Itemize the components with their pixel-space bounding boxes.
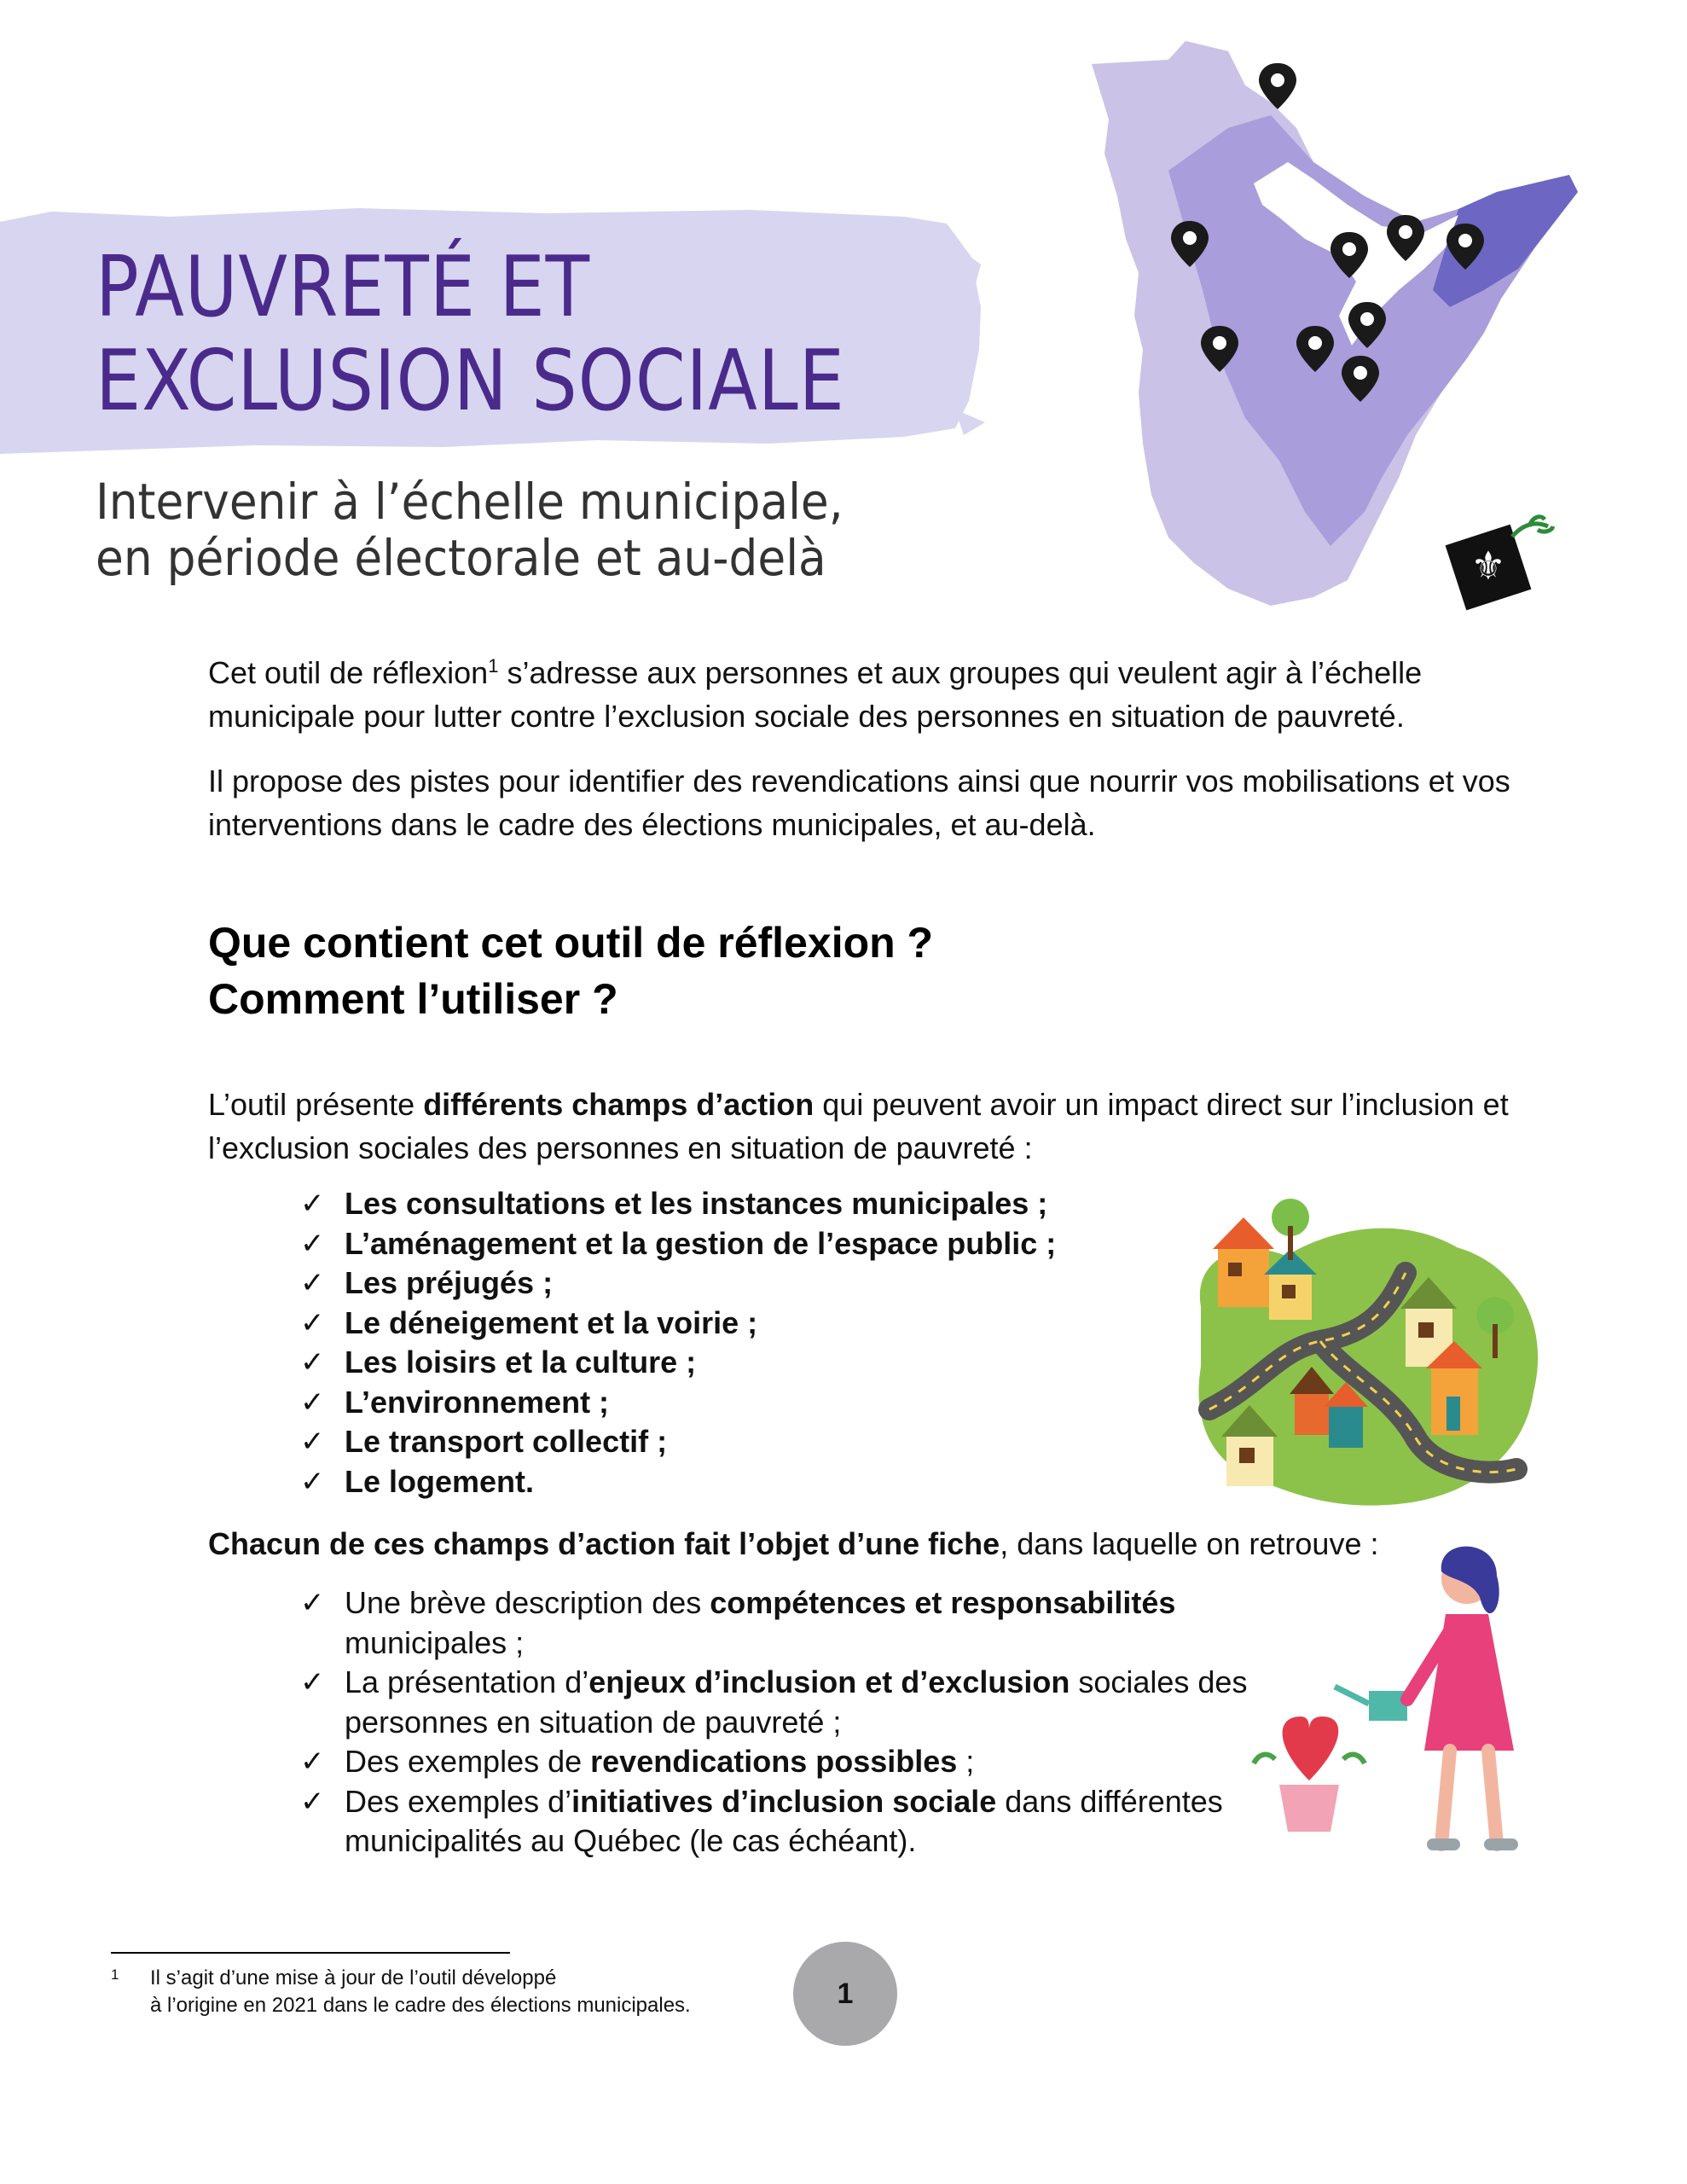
- action-field-label: L’environnement ;: [345, 1384, 610, 1420]
- checkmark-icon: ✓: [300, 1187, 325, 1221]
- intro-paragraph-1: Cet outil de réflexion$^1$ s’adresse aux personnes et aux groupes qui veulent agir à l’échelle municipale pour lutter contre l’exclusion sociale des personnes en situation de pauvreté.: [208, 655, 1423, 734]
- section-heading: [208, 915, 933, 1027]
- action-field-label: Le déneigement et la voirie ;: [345, 1304, 758, 1340]
- town-illustration: [1175, 1179, 1559, 1512]
- action-field-label: Le transport collectif ;: [345, 1424, 668, 1459]
- action-field-item: [300, 1263, 1056, 1304]
- fiche-contents-list: [300, 1583, 1272, 1862]
- checkmark-icon: ✓: [300, 1345, 325, 1380]
- action-field-item: [300, 1224, 1056, 1264]
- checkmark-icon: ✓: [300, 1586, 325, 1620]
- page-number: 1: [793, 1942, 897, 2046]
- footnote-number: 1: [111, 1966, 119, 1983]
- action-field-item: [300, 1343, 1056, 1383]
- fiche-intro-paragraph: Chacun de ces champs d’action fait l’objet d’une fiche, dans laquelle on retrouve :: [208, 1526, 1379, 1561]
- intro-paragraph-2: Il propose des pistes pour identifier des revendications ainsi que nourrir vos mobilisations et vos interventions dans le cadre des élections municipales, et au-delà.: [208, 764, 1510, 842]
- section-heading-line-2: Comment l’utiliser ?: [208, 975, 618, 1023]
- checkmark-icon: ✓: [300, 1385, 325, 1420]
- action-field-item: [300, 1422, 1056, 1462]
- checkmark-icon: ✓: [300, 1745, 325, 1779]
- section-heading-line-1: Que contient cet outil de réflexion ?: [208, 919, 934, 967]
- checkmark-icon: ✓: [300, 1305, 325, 1340]
- action-field-item: [300, 1184, 1056, 1224]
- page-title: [96, 241, 845, 428]
- checkmark-icon: ✓: [300, 1266, 325, 1300]
- action-field-label: Les consultations et les instances municipales ;: [345, 1186, 1048, 1221]
- checkmark-icon: ✓: [300, 1425, 325, 1459]
- checkmark-icon: ✓: [300, 1464, 325, 1499]
- section-lead-paragraph: L’outil présente différents champs d’action qui peuvent avoir un impact direct sur l’inclusion et l’exclusion sociales des personnes en situation de pauvreté :: [208, 1087, 1509, 1165]
- fleur-de-lis-sprout-logo: [1446, 517, 1553, 611]
- footnote-line-1: Il s’agit d’une mise à jour de l’outil développé: [150, 1966, 557, 1989]
- footnote-line-2: à l’origine en 2021 dans le cadre des élections municipales.: [150, 1994, 691, 2017]
- svg-text:⚜: ⚜: [1470, 543, 1506, 589]
- subtitle-line-2: en période électorale et au-delà: [96, 529, 826, 587]
- woman-figure: [1407, 1547, 1514, 1844]
- fiche-content-item: ✓ La présentation d’enjeux d’inclusion et d’exclusion sociales des personnes en situation de pauvreté ;: [300, 1664, 1248, 1740]
- action-field-item: [300, 1462, 1056, 1502]
- action-field-label: Les loisirs et la culture ;: [345, 1345, 697, 1380]
- subtitle-line-1: Intervenir à l’échelle municipale,: [96, 473, 844, 531]
- footnote-ref[interactable]: 1: [488, 655, 499, 677]
- action-field-item: [300, 1304, 1056, 1344]
- action-field-label: Les préjugés ;: [345, 1265, 554, 1300]
- fiche-content-item: ✓ Des exemples d’initiatives d’inclusion sociale dans différentes municipalités au Québec (le cas échéant).: [300, 1783, 1223, 1858]
- action-field-item: [300, 1383, 1056, 1423]
- action-field-label: Le logement.: [345, 1463, 535, 1499]
- plant-pot-icon: [1254, 1716, 1365, 1832]
- quebec-map: [1058, 34, 1612, 657]
- title-line-1: PAUVRETÉ ET: [96, 239, 590, 336]
- action-fields-list: [300, 1184, 1056, 1502]
- woman-watering-heart-illustration: [1241, 1537, 1569, 1879]
- checkmark-icon: ✓: [300, 1665, 325, 1699]
- fiche-content-item: ✓ Des exemples de revendications possibles ;: [300, 1742, 1272, 1782]
- house-icon: [1213, 1217, 1274, 1307]
- fiche-content-item: ✓ Une brève description des compétences et responsabilités municipales ;: [300, 1585, 1176, 1660]
- checkmark-icon: ✓: [300, 1784, 325, 1819]
- page-subtitle: [96, 473, 844, 586]
- watering-can-icon: [1335, 1687, 1407, 1721]
- action-field-label: L’aménagement et la gestion de l’espace public ;: [345, 1225, 1057, 1261]
- footnote-divider: [111, 1952, 510, 1954]
- title-line-2: EXCLUSION SOCIALE: [96, 333, 845, 430]
- checkmark-icon: ✓: [300, 1226, 325, 1261]
